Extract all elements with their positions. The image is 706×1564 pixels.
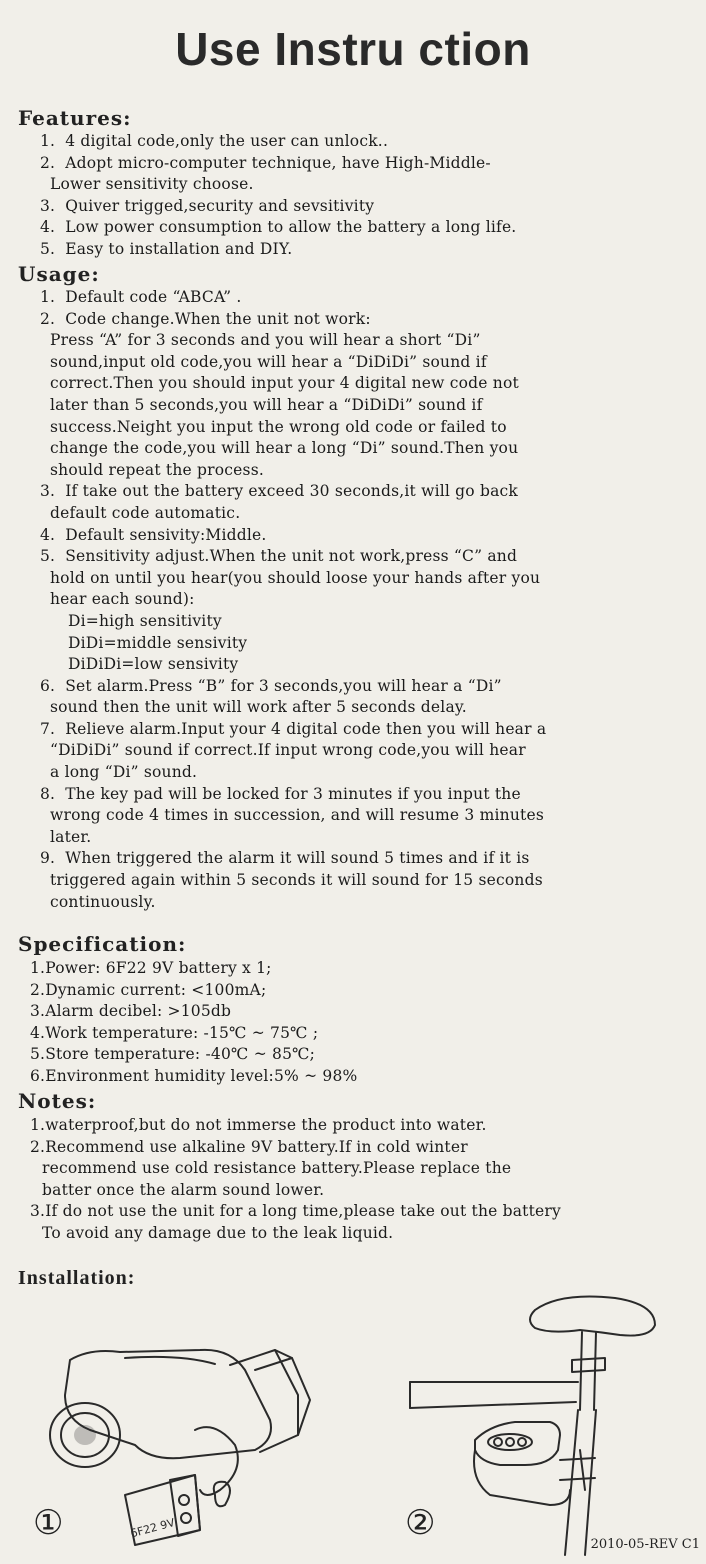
list-item: [30, 481, 690, 524]
specification-list: [30, 958, 690, 1088]
list-item-line: [40, 352, 690, 374]
list-item: [30, 217, 690, 239]
list-item-text: Adopt micro-computer technique, have High-Middle-: [65, 153, 491, 172]
list-item-line: [68, 611, 690, 633]
note-item: [30, 1201, 690, 1244]
list-item-number: 7.: [40, 719, 56, 738]
usage-list: [30, 287, 690, 913]
list-item-line: [40, 217, 690, 239]
list-item-text: DiDi=middle sensivity: [68, 633, 248, 652]
list-item-line: [40, 784, 690, 806]
step-2-marker: ②: [405, 1503, 436, 1543]
list-item-line: [40, 762, 690, 784]
note-item: [30, 1115, 690, 1137]
list-item-text: “DiDiDi” sound if correct.If input wrong code,you will hear: [50, 741, 526, 760]
list-item-text: Set alarm.Press “B” for 3 seconds,you will hear a “Di”: [65, 676, 502, 695]
installation-diagram-2: [400, 1290, 670, 1560]
list-item-line: [40, 805, 690, 827]
list-item-line: [40, 697, 690, 719]
list-item-number: 5.: [40, 239, 56, 258]
list-item-line: [40, 740, 690, 762]
list-item-text: Relieve alarm.Input your 4 digital code then you will hear a: [65, 719, 547, 738]
list-item-number: 2.: [40, 309, 56, 328]
spec-line: 2.Dynamic current: <100mA;: [30, 980, 267, 999]
list-item-text: change the code,you will hear a long “Di” sound.Then you: [50, 439, 519, 458]
list-item-line: [68, 633, 690, 655]
note-line: recommend use cold resistance battery.Please replace the: [42, 1159, 512, 1178]
list-item: [30, 784, 690, 849]
list-item-text: continuously.: [50, 892, 156, 911]
list-item-text: Di=high sensitivity: [68, 611, 222, 630]
note-line: To avoid any damage due to the leak liquid.: [42, 1223, 394, 1242]
list-item-text: Lower sensitivity choose.: [50, 175, 254, 194]
list-item-line: [40, 309, 690, 331]
list-item: [30, 287, 690, 309]
list-item-text: When triggered the alarm it will sound 5 times and if it is: [65, 849, 530, 868]
list-item-line: [40, 153, 690, 175]
note-item: [30, 1137, 690, 1202]
list-item: [30, 848, 690, 913]
list-item: [30, 196, 690, 218]
note-line: 2.Recommend use alkaline 9V battery.If in cold winter: [30, 1137, 468, 1156]
list-item-number: 4.: [40, 525, 56, 544]
notes-heading: Notes:: [18, 1089, 97, 1113]
list-item-line: [40, 503, 690, 525]
note-line: batter once the alarm sound lower.: [42, 1180, 325, 1199]
note-line: 3.If do not use the unit for a long time,please take out the battery: [30, 1202, 561, 1221]
spec-line: 6.Environment humidity level:5% ~ 98%: [30, 1066, 358, 1085]
usage-heading: Usage:: [18, 262, 100, 286]
spec-line: 3.Alarm decibel: >105db: [30, 1002, 232, 1021]
list-item-text: correct.Then you should input your 4 digital new code not: [50, 374, 519, 393]
list-item-text: wrong code 4 times in succession, and will resume 3 minutes: [50, 806, 544, 825]
list-item-text: sound,input old code,you will hear a “DiDiDi” sound if: [50, 352, 487, 371]
list-item: [30, 525, 690, 547]
list-item-text: hold on until you hear(you should loose your hands after you: [50, 568, 541, 587]
list-item-line: [40, 827, 690, 849]
list-item-line: [40, 589, 690, 611]
list-item-number: 1.: [40, 132, 56, 150]
list-item-line: [40, 546, 690, 568]
list-item-line: [40, 438, 690, 460]
list-item: [30, 309, 690, 482]
list-item-text: Sensitivity adjust.When the unit not work,press “C” and: [65, 547, 518, 566]
list-item-text: Code change.When the unit not work:: [65, 309, 371, 328]
list-item-line: [40, 395, 690, 417]
list-item-text: later.: [50, 827, 92, 846]
list-item-text: triggered again within 5 seconds it will sound for 15 seconds: [50, 871, 543, 890]
list-item-line: [40, 287, 690, 309]
installation-heading: Installation:: [18, 1267, 136, 1289]
list-item-number: 2.: [40, 153, 56, 172]
list-item-number: 4.: [40, 218, 56, 237]
features-list: [30, 131, 690, 261]
spec-line: 5.Store temperature: -40℃ ~ 85℃;: [30, 1045, 316, 1064]
list-item-text: Default sensivity:Middle.: [65, 525, 267, 544]
list-item-text: Low power consumption to allow the battery a long life.: [65, 218, 517, 237]
list-item-line: [40, 131, 690, 153]
notes-list: [30, 1115, 690, 1245]
list-item-text: If take out the battery exceed 30 seconds,it will go back: [65, 482, 518, 501]
list-item-line: [40, 676, 690, 698]
list-item-number: 3.: [40, 196, 56, 215]
list-item-text: should repeat the process.: [50, 460, 264, 479]
list-item-line: [40, 330, 690, 352]
list-item-text: DiDiDi=low sensivity: [68, 655, 239, 674]
list-item-line: [68, 654, 690, 676]
list-item-number: 6.: [40, 676, 56, 695]
list-item-line: [40, 481, 690, 503]
list-item-text: later than 5 seconds,you will hear a “DiDiDi” sound if: [50, 395, 483, 414]
list-item-text: Default code “ABCA” .: [65, 288, 242, 306]
list-item-text: success.Neight you input the wrong old code or failed to: [50, 417, 507, 436]
installation-diagram-1: [30, 1340, 350, 1555]
list-item: [30, 676, 690, 719]
list-item-line: [40, 848, 690, 870]
list-item-line: [40, 870, 690, 892]
step-1-marker: ①: [33, 1503, 64, 1543]
list-item-line: [40, 373, 690, 395]
list-item-number: 8.: [40, 784, 56, 803]
list-item-line: [40, 196, 690, 218]
list-item-text: sound then the unit will work after 5 seconds delay.: [50, 698, 467, 717]
note-line: 1.waterproof,but do not immerse the product into water.: [30, 1116, 487, 1134]
list-item-text: Press “A” for 3 seconds and you will hear a short “Di”: [50, 331, 481, 350]
list-item: [30, 153, 690, 196]
list-item-text: default code automatic.: [50, 503, 241, 522]
list-item-number: 1.: [40, 288, 56, 306]
list-item-line: [40, 417, 690, 439]
spec-line: 4.Work temperature: -15℃ ~ 75℃ ;: [30, 1023, 319, 1042]
list-item-text: a long “Di” sound.: [50, 763, 198, 782]
list-item-text: hear each sound):: [50, 590, 195, 609]
list-item: [30, 719, 690, 784]
list-item-line: [40, 525, 690, 547]
list-item-text: 4 digital code,only the user can unlock..: [65, 132, 389, 150]
list-item-line: [40, 174, 690, 196]
list-item-text: The key pad will be locked for 3 minutes if you input the: [65, 784, 521, 803]
list-item-line: [40, 239, 690, 261]
specification-heading: Specification:: [18, 932, 187, 956]
list-item: [30, 611, 690, 676]
revision-footer: 2010-05-REV C1: [590, 1537, 700, 1552]
list-item-number: 3.: [40, 482, 56, 501]
spec-line: 1.Power: 6F22 9V battery x 1;: [30, 959, 272, 977]
list-item-line: [40, 892, 690, 914]
list-item-line: [40, 719, 690, 741]
list-item-text: Quiver trigged,security and sevsitivity: [65, 196, 375, 215]
page-title: Use Instru ction: [175, 23, 531, 75]
list-item-line: [40, 460, 690, 482]
list-item-number: 5.: [40, 547, 56, 566]
list-item: [30, 131, 690, 153]
list-item-line: [40, 568, 690, 590]
list-item-number: 9.: [40, 849, 56, 868]
list-item-text: Easy to installation and DIY.: [65, 239, 293, 258]
features-heading: Features:: [18, 106, 132, 130]
list-item: [30, 546, 690, 611]
list-item: [30, 239, 690, 261]
battery-label: 6F22 9V: [129, 1516, 177, 1541]
